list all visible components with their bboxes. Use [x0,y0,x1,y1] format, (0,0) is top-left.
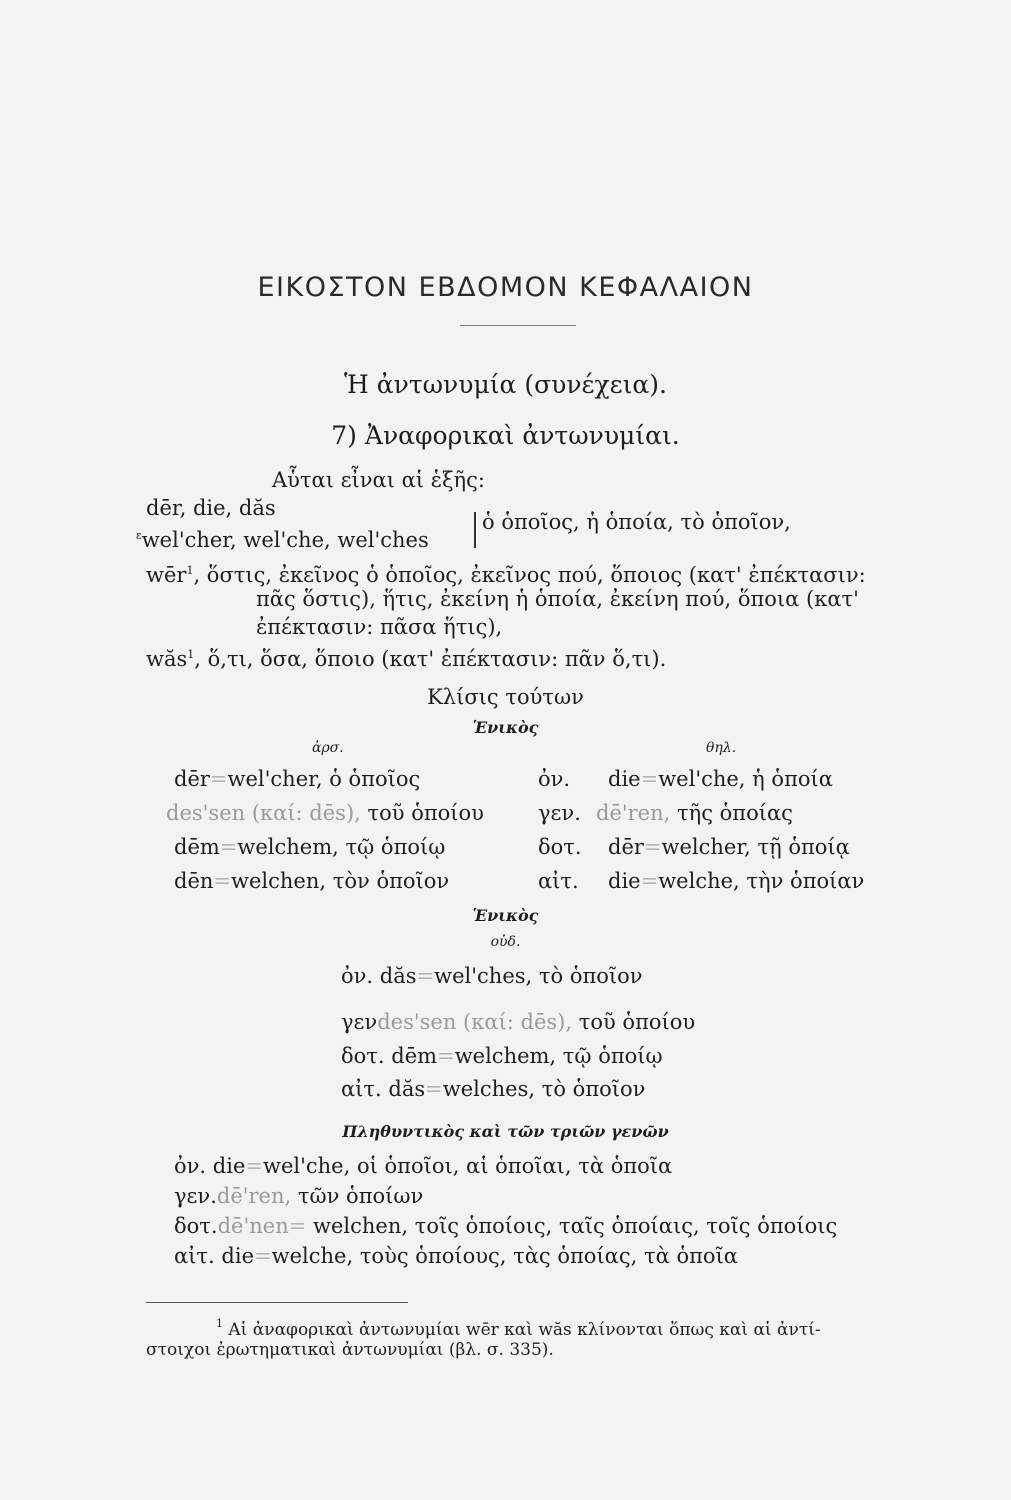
plural-nom-case: ὀν. [174,1154,207,1178]
neut-acc-welches: welches, [442,1077,536,1101]
fem-acc-greek: τὴν ὁποίαν [746,869,865,893]
plural-dat-case: δοτ. [174,1214,218,1238]
neut-row-gen [341,1008,695,1036]
was-word: wăs [146,647,188,671]
plural-nom-article: die [212,1154,246,1178]
masc-nom-welcher: wel'cher, [227,767,323,791]
singular-label: Ἑνικὸς [472,718,539,737]
footnote-divider [146,1302,408,1303]
wer-gloss-2: πᾶς ὅστις), ἥτις, ἐκείνη ἡ ὁποία, ἐκείνη πού, ὅποια (κατ' [256,587,859,611]
plural-gen-case: γεν. [174,1184,217,1208]
footnote-marker: 1 [216,1317,223,1330]
neut-label: οὐδ. [490,934,521,950]
plural-acc-case: αἰτ. [174,1244,215,1268]
masc-dat-greek: τῷ ὁποίῳ [345,835,446,859]
neut-nom-case: ὀν. [341,964,374,988]
masc-nom-greek: ὁ ὁποῖος [329,767,421,791]
neut-acc-article: dăs [388,1077,426,1101]
neut-dat-eq: = [437,1044,455,1068]
fem-row-dat [608,833,850,861]
pronoun-sup: ε [136,529,142,542]
neut-dat-article: dēm [391,1044,438,1068]
section-title: Ἡ ἀντωνυμία (συνέχεια). [344,370,667,399]
fem-nom-welche: wel'che, [658,767,746,791]
fem-dat-greek: τῇ ὁποίᾳ [757,835,850,859]
neut-dat-case: δοτ. [341,1044,385,1068]
plural-acc-welche: welche, [271,1244,354,1268]
neut-dat-welchem: welchem, [454,1044,557,1068]
masc-nom-eq: = [209,767,228,791]
plural-acc-greek: τοὺς ὁποίους, τὰς ὁποίας, τὰ ὁποῖα [359,1244,738,1268]
was-footnote-ref: 1 [187,648,195,661]
neut-acc-greek: τὸ ὁποῖον [541,1077,646,1101]
fem-acc-eq: = [640,869,659,893]
brace-gloss: ὁ ὁποῖος, ἡ ὁποία, τὸ ὁποῖον, [482,510,791,534]
neut-dat-greek: τῷ ὁποίῳ [562,1044,663,1068]
pronoun-welcher-text: wel'cher, wel'che, wel'ches [141,528,429,552]
neut-nom-welches: wel'ches, [434,964,533,988]
neut-acc-case: αἰτ. [341,1077,382,1101]
masc-acc-article: dēn [174,869,214,893]
plural-row-nom [174,1152,672,1180]
plural-label: Πληθυντικὸς καὶ τῶν τριῶν γενῶν [342,1122,669,1141]
fem-case-nom: ὀν. [538,767,571,791]
fem-gen-german: dē'ren, [596,801,671,825]
masc-dat-article: dēm [174,835,220,859]
fem-row-nom [608,765,833,793]
masc-row-acc [174,867,449,895]
neut-gen-german: des'sen (καί: dēs), [377,1010,573,1034]
footnote-line-2: στοιχοι ἐρωτηματικαὶ ἀντωνυμίαι (βλ. σ. 335). [146,1340,554,1360]
wer-footnote-ref: 1 [186,564,194,577]
masc-row-dat [174,833,445,861]
neut-nom-article: dăs [379,964,417,988]
title-divider [460,325,576,326]
brace-bar [474,512,476,548]
neut-row-dat [341,1042,663,1070]
fem-acc-article: die [608,869,641,893]
fem-dat-eq: = [643,835,662,859]
declension-title: Κλίσις τούτων [427,685,584,709]
plural-nom-eq: = [245,1154,263,1178]
neut-gen-greek: τοῦ ὁποίου [578,1010,696,1034]
plural-acc-article: die [221,1244,254,1268]
masc-label: ἀρσ. [312,740,344,756]
masc-acc-greek: τὸν ὁποῖον [332,869,450,893]
fem-case-dat: δοτ. [538,835,582,859]
fem-nom-eq: = [640,767,659,791]
neut-nom-greek: τὸ ὁποῖον [538,964,643,988]
masc-nom-article: dēr [174,767,210,791]
fem-dat-welcher: welcher, [661,835,751,859]
fem-acc-welche: welche, [658,869,740,893]
plural-nom-welche: wel'che, [262,1154,351,1178]
plural-dat-greek: τοῖς ὁποίοις, ταῖς ὁποίαις, τοῖς ὁποίοις [414,1214,838,1238]
masc-dat-welchem: welchem, [237,835,339,859]
fem-nom-article: die [608,767,641,791]
plural-dat-welchen: welchen, [313,1214,409,1238]
fem-gen-greek: τῆς ὁποίας [677,801,793,825]
plural-row-gen [174,1182,423,1210]
neut-row-nom [341,962,643,990]
neut-gen-case: γεν [341,1010,378,1034]
subsection-title: 7) Ἀναφορικαὶ ἀντωνυμίαι. [331,421,680,450]
pronoun-line-der: dēr, die, dăs [146,496,276,520]
neut-row-acc [341,1075,645,1103]
masc-gen-greek: τοῦ ὁποίου [367,801,484,825]
wer-gloss-1: , ὅστις, ἐκεῖνος ὁ ὁποῖος, ἐκεῖνος πού, ὅποιος (κατ' ἐπέκτασιν: [193,563,866,587]
wer-word: wēr [146,563,187,587]
masc-acc-welchen: welchen, [231,869,327,893]
fem-row-gen [596,799,793,827]
masc-acc-eq: = [213,869,232,893]
plural-nom-greek: οἱ ὁποῖοι, αἱ ὁποῖαι, τὰ ὁποῖα [356,1154,673,1178]
fem-label: θηλ. [706,740,737,756]
plural-dat-article: dē'nen [217,1214,289,1238]
wer-gloss-3: ἐπέκτασιν: πᾶσα ἥτις), [256,615,503,639]
fem-case-acc: αἰτ. [538,869,579,893]
masc-row-nom [174,765,420,793]
plural-gen-german: dē'ren, [216,1184,292,1208]
pronoun-line-was [146,641,666,673]
masc-gen-german: des'sen (καί: dēs), [166,801,361,825]
neut-nom-eq: = [416,964,435,988]
masc-dat-eq: = [219,835,238,859]
footnote-text-1: Αἱ ἀναφορικαὶ ἀντωνυμίαι wēr καὶ wăs κλίνονται ὅπως καὶ αἱ ἀντί- [228,1320,821,1340]
fem-dat-article: dēr [608,835,644,859]
plural-gen-greek: τῶν ὁποίων [297,1184,424,1208]
was-gloss: , ὅ,τι, ὅσα, ὅποιο (κατ' ἐπέκτασιν: πᾶν ὅ,τι). [194,647,667,671]
fem-nom-greek: ἡ ὁποία [752,767,833,791]
fem-case-gen: γεν. [538,801,581,825]
plural-row-acc [174,1242,738,1270]
neuter-singular-label: Ἑνικὸς [472,906,539,925]
intro-text: Αὗται εἶναι αἱ ἑξῆς: [272,468,485,492]
pronoun-line-welcher [136,522,429,554]
neut-acc-eq: = [425,1077,443,1101]
fem-row-acc [608,867,864,895]
plural-acc-eq: = [254,1244,272,1268]
plural-dat-eq: = [288,1214,307,1238]
chapter-title: ΕΙΚΟΣΤΟΝ ΕΒΔΟΜΟΝ ΚΕΦΑΛΑΙΟΝ [257,272,754,303]
plural-row-dat [174,1212,837,1240]
masc-row-gen [166,799,484,827]
